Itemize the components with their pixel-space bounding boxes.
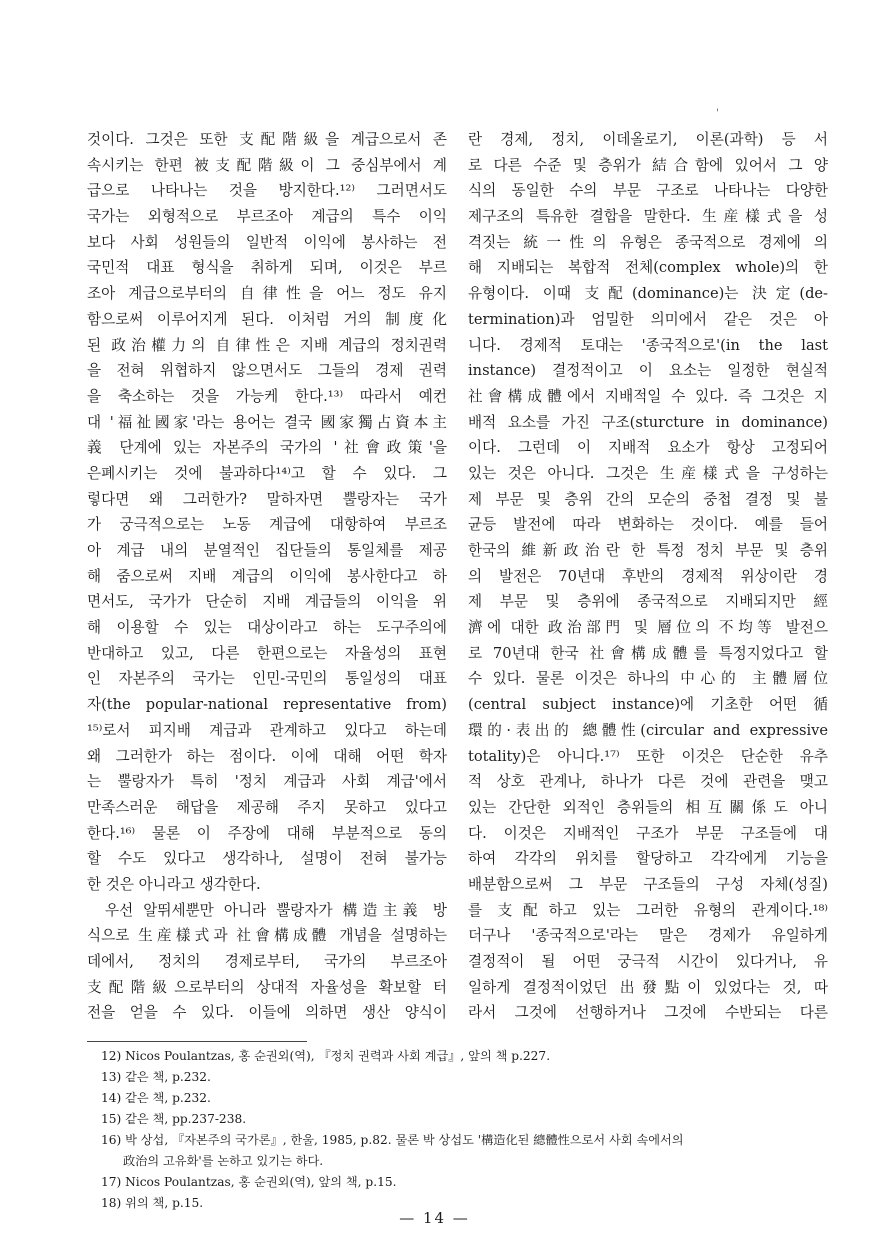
- text-line: 로 70년대 한국 社會構成體를 특정지었다고 할: [468, 644, 828, 662]
- text-line: 렇다면 왜 그러한가? 말하자면 뿔랑자는 국가: [87, 490, 447, 508]
- text-line: 급으로 나타나는 것을 방지한다.¹²⁾ 그러면서도: [87, 182, 447, 200]
- text-line: 가 궁극적으로는 노동 계급에 대항하여 부르조: [87, 516, 447, 534]
- footnote-13: 13) 같은 책, p.232.: [101, 1070, 211, 1084]
- text-line: 국민적 대표 형식을 취하게 되며, 이것은 부르: [87, 259, 447, 277]
- text-line: 를 支配하고 있는 그러한 유형의 관계이다.¹⁸⁾: [468, 901, 828, 919]
- stray-mark: ': [716, 108, 719, 119]
- text-line: 니다. 경제적 토대는 '종국적으로'(in the last: [468, 336, 828, 354]
- text-line: 식으로 生産樣式과 社會構成體 개념을 설명하는: [87, 927, 447, 945]
- text-line: 식의 동일한 수의 부문 구조로 나타나는 다양한: [468, 182, 828, 200]
- footnote-15: 15) 같은 책, pp.237-238.: [101, 1112, 247, 1126]
- text-line: 반대하고 있고, 다른 한편으로는 자율성의 표현: [87, 644, 447, 662]
- text-line: 할 수도 있다고 생각하나, 설명이 전혀 불가능: [87, 850, 447, 868]
- text-line: 결정적이 될 어떤 궁극적 시간이 있다거나, 유: [468, 953, 828, 970]
- text-line: 아 계급 내의 분열적인 집단들의 통일체를 제공: [87, 542, 447, 559]
- text-line: 한국의 維新政治란 한 특정 정치 부문 및 층위: [468, 542, 828, 559]
- text-line: 支配階級으로부터의 상대적 자율성을 확보할 터: [87, 978, 447, 996]
- text-line: 社會構成體에서 지배적일 수 있다. 즉 그것은 지: [468, 387, 828, 405]
- footnote-17: 17) Nicos Poulantzas, 홍 순권외(역), 앞의 책, p.15.: [101, 1175, 397, 1189]
- footnotes: [101, 1046, 801, 1214]
- text-line: 은폐시키는 것에 불과하다¹⁴⁾고 할 수 있다. 그: [87, 464, 447, 482]
- text-line: 격짓는 統一性의 유형은 종국적으로 경제에 의: [468, 233, 828, 251]
- text-line: 라서 그것에 선행하거나 그것에 수반되는 다른: [468, 1004, 828, 1022]
- page-number: — 14 —: [399, 1209, 470, 1227]
- footnote-16: 16) 박 상섭, 『자본주의 국가론』, 한울, 1985, p.82. 물론 박 상섭도 '構造化된 總體性으로서 사회 속에서의: [101, 1133, 684, 1147]
- text-line: 조아 계급으로부터의 自律性을 어느 정도 유지: [87, 285, 447, 303]
- text-line: 데에서, 정치의 경제로부터, 국가의 부르조아: [87, 953, 447, 970]
- left-column: [87, 127, 447, 1026]
- text-line: 있는 간단한 외적인 층위들의 相互關係도 아니: [468, 798, 828, 816]
- text-line: instance) 결정적이고 이 요소는 일정한 현실적: [468, 362, 828, 380]
- text-line: 인 자본주의 국가는 인민-국민의 통일성의 대표: [87, 670, 447, 688]
- text-line: 로 다른 수준 및 층위가 結合함에 있어서 그 양: [468, 156, 828, 174]
- text-line: 배적 요소를 가진 구조(sturcture in dominance): [468, 413, 828, 431]
- paragraph-end-line: 한 것은 아니라고 생각한다.: [87, 875, 261, 893]
- text-line: 전을 얻을 수 있다. 이들에 의하면 생산 양식이: [87, 1004, 447, 1022]
- text-line: 다. 이것은 지배적인 구조가 부문 구조들에 대: [468, 824, 828, 842]
- text-line: 균등 발전에 따라 변화하는 것이다. 예를 들어: [468, 516, 828, 534]
- footnote-18: 18) 위의 책, p.15.: [101, 1196, 204, 1210]
- text-line: 수 있다. 물론 이것은 하나의 中心的 主體層位: [468, 670, 828, 688]
- text-line: 일하게 결정적이었던 出發點이 있었다는 것, 따: [468, 978, 828, 996]
- text-line: 함으로써 이루어지게 된다. 이처럼 거의 制度化: [87, 310, 447, 328]
- footnote-12: 12) Nicos Poulantzas, 홍 순권외(역), 『정치 권력과 사회 계급』, 앞의 책 p.227.: [101, 1049, 551, 1063]
- text-line: termination)과 엄밀한 의미에서 같은 것은 아: [468, 310, 828, 328]
- text-line: 자(the popular-national representative from): [87, 696, 447, 714]
- text-line: 제 부문 및 층위 간의 모순의 중첩 결정 및 불: [468, 490, 828, 508]
- footnote-16-continued: 政治의 고유화'를 논하고 있기는 하다.: [123, 1154, 324, 1168]
- text-line: 유형이다. 이때 支配(dominance)는 決定(de-: [468, 285, 828, 303]
- text-line: 해 지배되는 복합적 전체(complex whole)의 한: [468, 259, 828, 277]
- text-line: 하여 각각의 위치를 할당하고 각각에게 기능을: [468, 850, 828, 868]
- text-line: 왜 그러한가 하는 점이다. 이에 대해 어떤 학자: [87, 747, 447, 765]
- paragraph-start-line: 우선 알뛰세뿐만 아니라 뿔랑자가 構造主義 방: [105, 901, 447, 919]
- text-line: 濟에 대한 政治部門 및 層位의 不均等 발전으: [468, 619, 828, 637]
- text-line: (central subject instance)에 기초한 어떤 循: [468, 696, 828, 714]
- right-column: [468, 127, 828, 1026]
- text-line: 배분함으로써 그 부문 구조들의 구성 자체(성질): [468, 875, 828, 893]
- text-line: 한다.¹⁶⁾ 물론 이 주장에 대해 부분적으로 동의: [87, 824, 447, 842]
- text-line: 속시키는 한편 被支配階級이 그 중심부에서 계: [87, 156, 447, 174]
- text-line: 을 축소하는 것을 가능케 한다.¹³⁾ 따라서 예컨: [87, 387, 447, 405]
- text-line: 대 '福祉國家'라는 용어는 결국 國家獨占資本主: [87, 413, 447, 431]
- text-line: 것이다. 그것은 또한 支配階級을 계급으로서 존: [87, 131, 447, 148]
- text-line: 을 전혀 위협하지 않으면서도 그들의 경제 권력: [87, 362, 447, 380]
- text-line: 이다. 그런데 이 지배적 요소가 항상 고정되어: [468, 439, 828, 457]
- text-line: 제구조의 특유한 결합을 말한다. 生産樣式을 성: [468, 208, 828, 226]
- text-line: 더구나 '종국적으로'라는 말은 경제가 유일하게: [468, 927, 828, 945]
- text-line: 국가는 외형적으로 부르조아 계급의 특수 이익: [87, 208, 447, 226]
- text-line: 만족스러운 해답을 제공해 주지 못하고 있다고: [87, 798, 447, 816]
- text-line: 環的·表出的 總體性(circular and expressive: [468, 721, 828, 739]
- text-line: 란 경제, 정치, 이데올로기, 이론(과학) 등 서: [468, 131, 828, 148]
- footnote-14: 14) 같은 책, p.232.: [101, 1091, 211, 1105]
- text-line: 義 단계에 있는 자본주의 국가의 '社會政策'을: [87, 439, 447, 457]
- text-line: 보다 사회 성원들의 일반적 이익에 봉사하는 전: [87, 233, 447, 251]
- text-line: 있는 것은 아니다. 그것은 生産樣式을 구성하는: [468, 464, 828, 482]
- text-line: 제 부문 및 층위에 종국적으로 지배되지만 經: [468, 593, 828, 611]
- text-line: 해 줌으로써 지배 계급의 이익에 봉사한다고 하: [87, 567, 447, 585]
- text-line: 면서도, 국가가 단순히 지배 계급들의 이익을 위: [87, 593, 447, 611]
- text-line: ¹⁵⁾로서 피지배 계급과 관계하고 있다고 하는데: [87, 721, 447, 739]
- footnote-divider: [87, 1041, 307, 1042]
- text-line: 해 이용할 수 있는 대상이라고 하는 도구주의에: [87, 619, 447, 637]
- text-line: totality)은 아니다.¹⁷⁾ 또한 이것은 단순한 유추: [468, 747, 828, 765]
- text-line: 는 뿔랑자가 특히 '정치 계급과 사회 계급'에서: [87, 773, 447, 791]
- text-line: 의 발전은 70년대 후반의 경제적 위상이란 경: [468, 567, 828, 585]
- text-line: 적 상호 관계나, 하나가 다른 것에 관련을 맺고: [468, 773, 828, 791]
- text-line: 된 政治權力의 自律性은 지배 계급의 정치권력: [87, 336, 447, 354]
